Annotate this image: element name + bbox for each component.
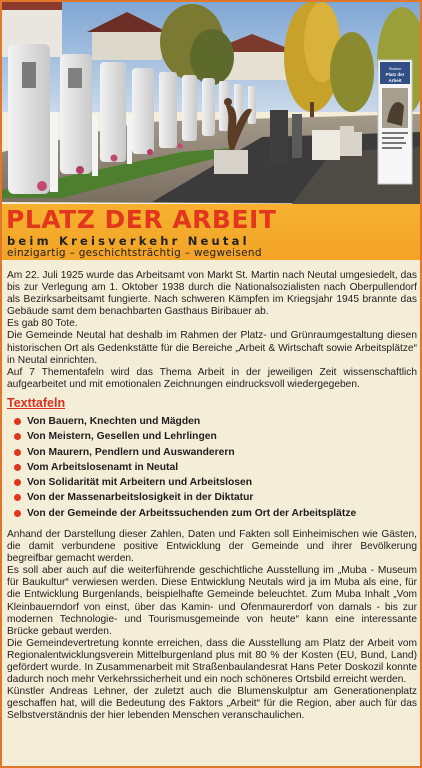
station-sign: [378, 60, 412, 184]
intro-paragraph: Es gab 80 Tote.: [7, 318, 78, 330]
page-subtitle: beim Kreisverkehr Neutal: [7, 234, 250, 248]
bullet-icon: [14, 449, 21, 456]
bullet-icon: [14, 433, 21, 440]
sign-line2: Platz der: [385, 72, 405, 77]
list-item: Von Maurern, Pendlern und Auswanderern: [7, 445, 417, 460]
page-title: PLATZ DER ARBEIT: [6, 205, 277, 234]
outro-paragraph: Es soll aber auch auf die weiterführende geschichtliche Ausstellung im „Muba - Museum für Baukultur“ verwiesen werden. Diese Entwicklung Neutals wird ja im Muba als eine, für die Entwicklung Burgenlands, beispielhafte Gemeinde beleuchtet. Zum Muba Inhalt „Vom Kleinbauerndorf von einst, über das Kamin- und Ofenmaurerdorf von damals - bis zur modernen Technologie- und Tourismusgemeinde von heute“ kann eine interessante Brücke gebaut werden.: [7, 565, 417, 637]
texttafeln-list: [7, 414, 417, 521]
bullet-icon: [14, 464, 21, 471]
outro-paragraph: Künstler Andreas Lehner, der zuletzt auch die Blumenskulptur am Generationenplatz geschaffen hat, will die Bedeutung des Faktors „Arbeit“ für die Region, aber auch für das Selbstverständnis der hier lebenden Menschen veranschaulichen.: [7, 686, 417, 722]
bullet-icon: [14, 418, 21, 425]
intro-paragraph: Die Gemeinde Neutal hat deshalb im Rahmen der Platz- und Grünraumgestaltung diesen historischen Ort als Gedenkstätte für die Bereiche „Arbeit & Wirtschaft sowie Arbeitsplätze“ in Neutal einrichten.: [7, 330, 417, 366]
bullet-icon: [14, 510, 21, 517]
list-item: Von der Gemeinde der Arbeitssuchenden zum Ort der Arbeitsplätze: [7, 506, 417, 521]
list-item: Von Bauern, Knechten und Mägden: [7, 414, 417, 429]
intro-paragraph: Auf 7 Thementafeln wird das Thema Arbeit in der jeweiligen Zeit wissenschaftlich aufgearbeitet und mit emotionalen Zeichnungen eindrucksvoll wiedergegeben.: [7, 366, 417, 390]
tagline: einzigartig – geschichtsträchtig – wegweisend: [7, 247, 262, 259]
list-item: Von der Massenarbeitslosigkeit in der Diktatur: [7, 490, 417, 505]
list-item: Vom Arbeitslosenamt in Neutal: [7, 460, 417, 475]
list-item: Von Meistern, Gesellen und Lehrlingen: [7, 429, 417, 444]
texttafeln-heading: Texttafeln: [7, 395, 66, 410]
memorial-photo: [2, 2, 420, 204]
bullet-icon: [14, 494, 21, 501]
title-banner: [2, 204, 420, 260]
article-body: [7, 270, 417, 723]
intro-paragraph: Am 22. Juli 1925 wurde das Arbeitsamt von Markt St. Martin nach Neutal umgesiedelt, das bis zur Verlegung am 1. Oktober 1938 durch die Nationalsozialisten nach Oberpullendorf als Bezirksarbeitsamt fungierte. Nach schweren Kämpfen im Kriegsjahr 1945 brannte das Gebäude samt dem benachbarten Gasthaus Biribauer ab.: [7, 270, 417, 318]
list-item: Von Solidarität mit Arbeitern und Arbeitslosen: [7, 475, 417, 490]
sign-line3: Arbeit: [388, 78, 402, 83]
bullet-icon: [14, 479, 21, 486]
sign-line1: Station: [388, 66, 402, 71]
outro-paragraph: Anhand der Darstellung dieser Zahlen, Daten und Fakten soll Einheimischen wie Gästen, die damit verbundene positive Entwicklung der Gemeinde und ihrer Bevölkerung begreifbar gemacht werden.: [7, 529, 417, 565]
outro-paragraph: Die Gemeindevertretung konnte erreichen, dass die Ausstellung am Platz der Arbeit vom Regionalentwicklungsverein Mittelburgenland plus mit 80 % der Kosten (EU, Bund, Land) gefördert wurde. In Zusammenarbeit mit Straßenbaulandesrat Hans Peter Doskozil konnte dadurch noch mehr Verkehrssicherheit und ein noch schöneres Ortsbild erreicht werden.: [7, 637, 417, 686]
